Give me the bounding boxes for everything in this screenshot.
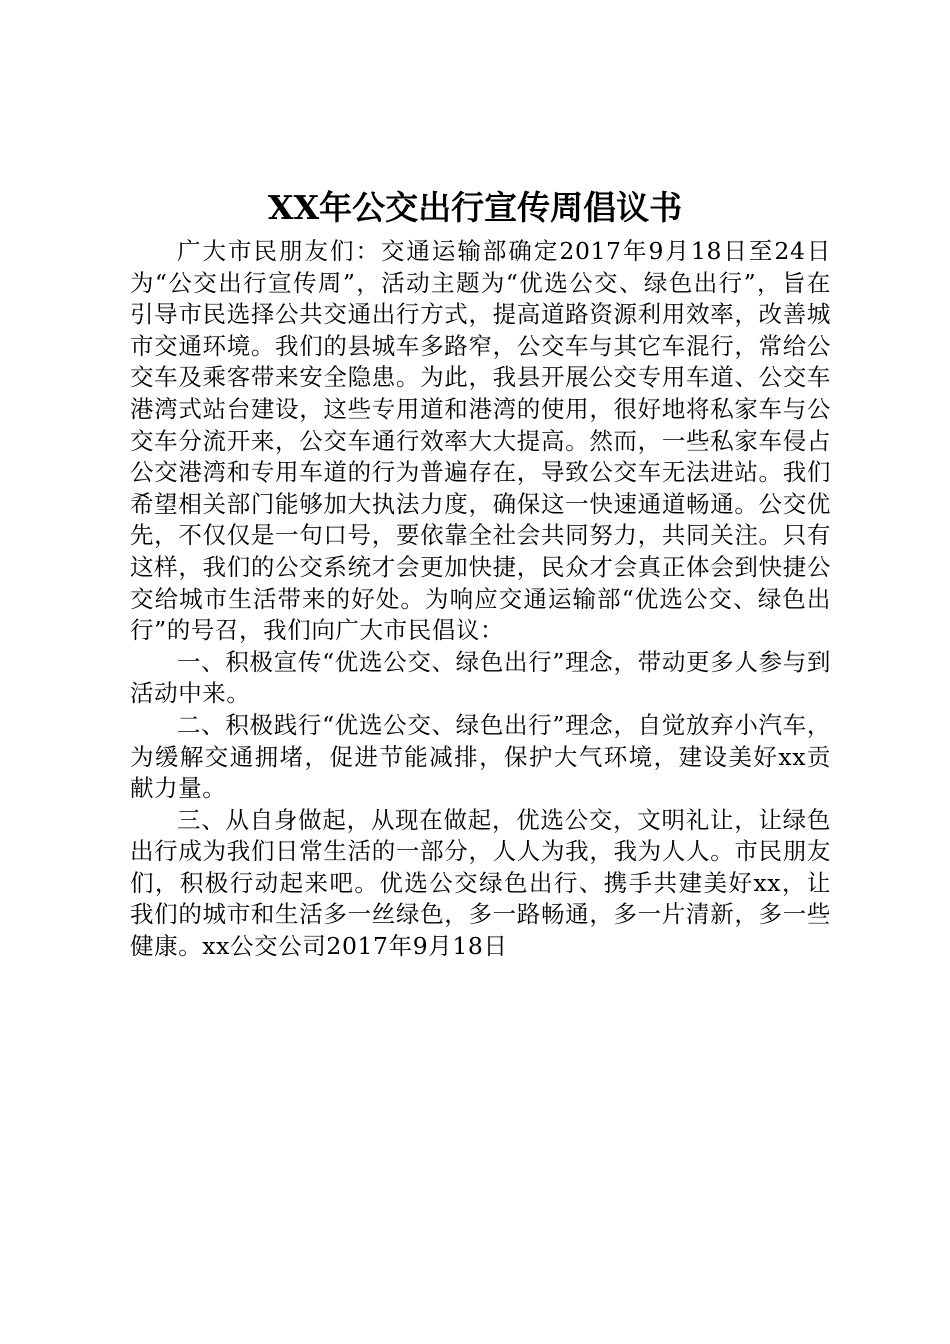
document-title: XX年公交出行宣传周倡议书 xyxy=(267,188,683,227)
paragraph-intro: 广大市民朋友们：交通运输部确定2017年9月18日至24日为“公交出行宣传周”，活动主题为“优选公交、绿色出行”，旨在引导市民选择公共交通出行方式，提高道路资源利用效率，改善城市交通环境。我们的县城车多路窄，公交车与其它车混行，常给公交车及乘客带来安全隐患。为此，我县开展公交专用车道、公交车港湾式站台建设，这些专用道和港湾的使用，很好地将私家车与公交车分流开来，公交车通行效率大大提高。然而，一些私家车侵占公交港湾和专用车道的行为普遍存在，导致公交车无法进站。我们希望相关部门能够加大执法力度，确保这一快速通道畅通。公交优先，不仅仅是一句口号，要依靠全社会共同努力，共同关注。只有这样，我们的公交系统才会更加快捷，民众才会真正体会到快捷公交给城市生活带来的好处。为响应交通运输部“优选公交、绿色出行”的号召，我们向广大市民倡议： xyxy=(130,237,831,645)
document-body xyxy=(130,236,831,963)
paragraph-proposal-1: 一、积极宣传“优选公交、绿色出行”理念，带动更多人参与到活动中来。 xyxy=(130,647,831,708)
paragraph-proposal-3: 三、从自身做起，从现在做起，优选公交，文明礼让，让绿色出行成为我们日常生活的一部分，人人为我，我为人人。市民朋友们，积极行动起来吧。优选公交绿色出行、携手共建美好xx，让我们的城市和生活多一丝绿色，多一路畅通，多一片清新，多一些健康。xx公交公司2017年9月18日 xyxy=(130,805,831,961)
paragraph-proposal-2: 二、积极践行“优选公交、绿色出行”理念，自觉放弃小汽车，为缓解交通拥堵，促进节能减排，保护大气环境，建设美好xx贡献力量。 xyxy=(130,710,831,803)
